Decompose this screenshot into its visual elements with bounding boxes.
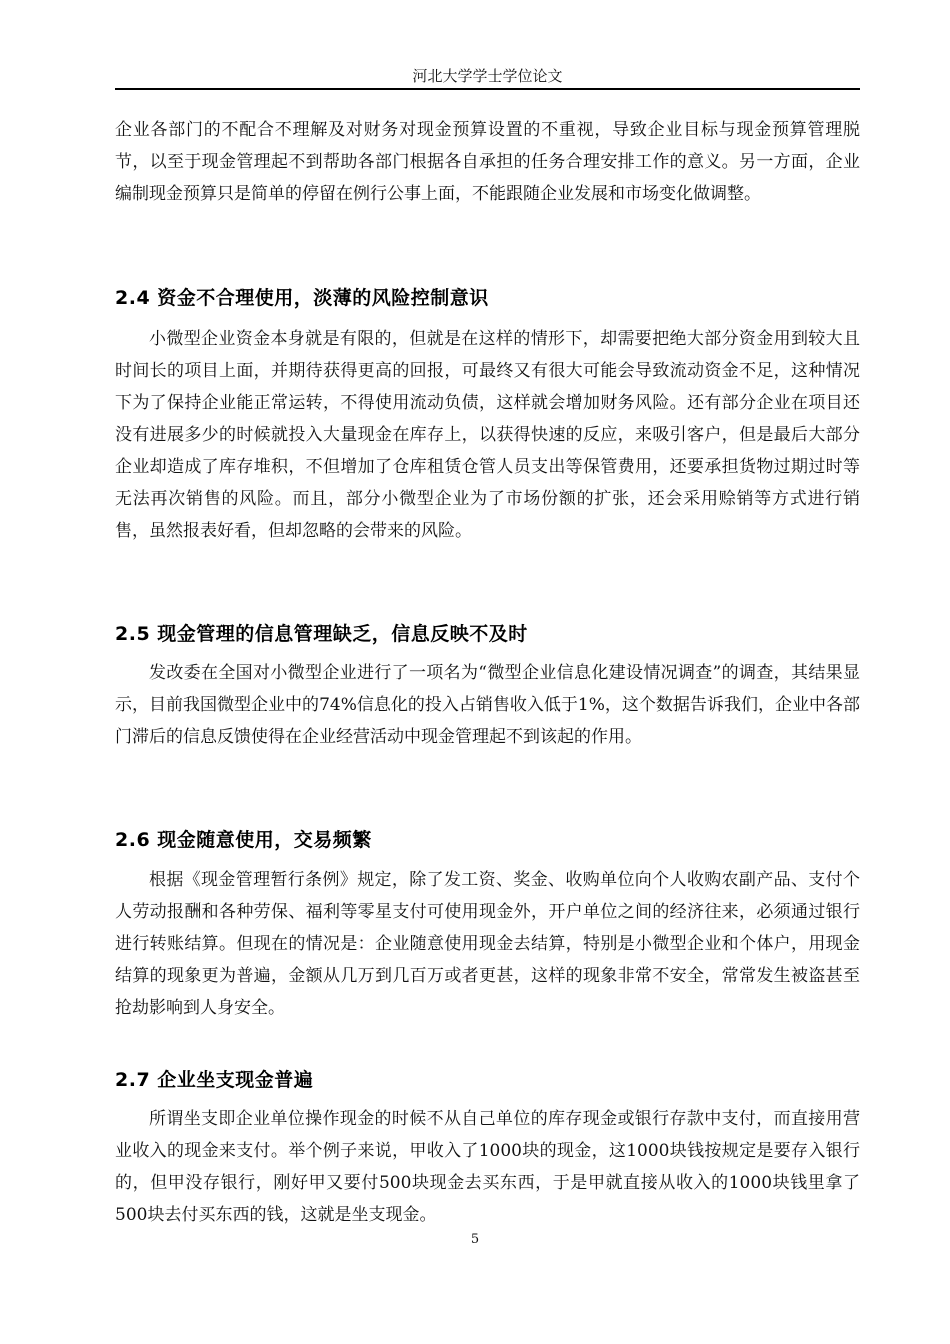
header-rule xyxy=(115,88,860,90)
paragraph-2-6: 根据《现金管理暂行条例》规定，除了发工资、奖金、收购单位向个人收购农副产品、支付个人劳动报酬和各种劳保、福利等零星支付可使用现金外，开户单位之间的经济往来，必须通过银行进行转账结算。但现在的情况是：企业随意使用现金去结算，特别是小微型企业和个体户，用现金结算的现象更为普遍，金额从几万到几百万或者更甚，这样的现象非常不安全，常常发生被盗甚至抢劫影响到人身安全。 xyxy=(115,870,860,1018)
paragraph-2-7: 所谓坐支即企业单位操作现金的时候不从自己单位的库存现金或银行存款中支付，而直接用营业收入的现金来支付。举个例子来说，甲收入了1000块的现金，这1000块钱按规定是要存入银行的，但甲没存银行，刚好甲又要付500块现金去买东西，于是甲就直接从收入的1000块钱里拿了500块去付买东西的钱，这就是坐支现金。 xyxy=(115,1109,860,1225)
running-header: 河北大学学士学位论文 xyxy=(412,67,563,85)
paragraph-continued: 企业各部门的不配合不理解及对财务对现金预算设置的不重视，导致企业目标与现金预算管理脱节，以至于现金管理起不到帮助各部门根据各自承担的任务合理安排工作的意义。另一方面，企业编制现金预算只是简单的停留在例行公事上面，不能跟随企业发展和市场变化做调整。 xyxy=(115,120,860,204)
paragraph-2-5: 发改委在全国对小微型企业进行了一项名为“微型企业信息化建设情况调查”的调查，其结果显示，目前我国微型企业中的74%信息化的投入占销售收入低于1%，这个数据告诉我们，企业中各部门滞后的信息反馈使得在企业经营活动中现金管理起不到该起的作用。 xyxy=(115,663,860,747)
section-heading-2-5: 2.5 现金管理的信息管理缺乏，信息反映不及时 xyxy=(115,623,528,645)
section-heading-2-6: 2.6 现金随意使用，交易频繁 xyxy=(115,829,372,851)
section-heading-2-7: 2.7 企业坐支现金普遍 xyxy=(115,1069,314,1091)
paragraph-2-4: 小微型企业资金本身就是有限的，但就是在这样的情形下，却需要把绝大部分资金用到较大且时间长的项目上面，并期待获得更高的回报，可最终又有很大可能会导致流动资金不足，这种情况下为了保持企业能正常运转，不得使用流动负债，这样就会增加财务风险。还有部分企业在项目还没有进展多少的时候就投入大量现金在库存上，以获得快速的反应，来吸引客户，但是最后大部分企业却造成了库存堆积，不但增加了仓库租赁仓管人员支出等保管费用，还要承担货物过期过时等无法再次销售的风险。而且，部分小微型企业为了市场份额的扩张，还会采用赊销等方式进行销售，虽然报表好看，但却忽略的会带来的风险。 xyxy=(115,329,860,541)
section-heading-2-4: 2.4 资金不合理使用，淡薄的风险控制意识 xyxy=(115,287,489,309)
page-number: 5 xyxy=(470,1232,480,1247)
